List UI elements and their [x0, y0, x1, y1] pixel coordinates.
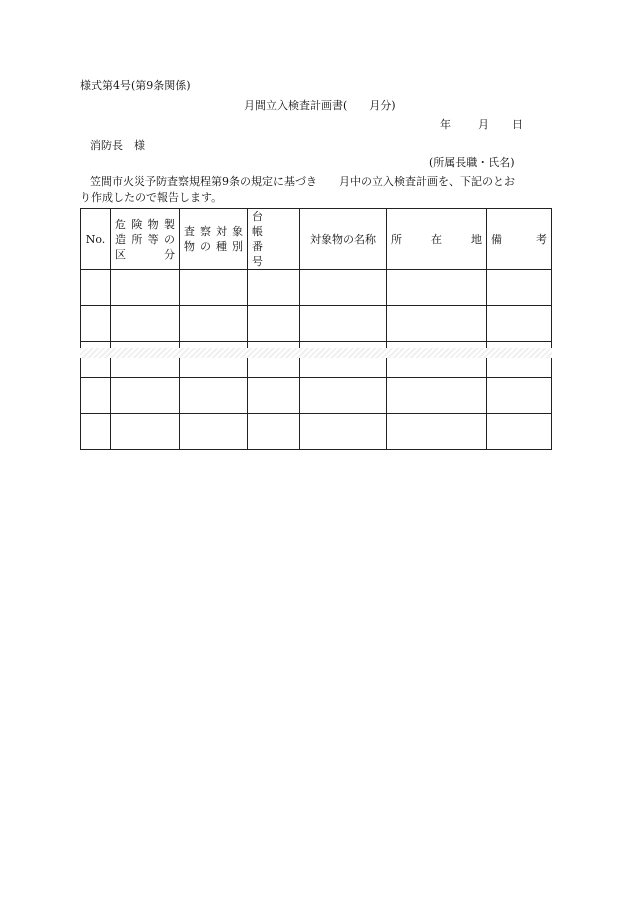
table-cell[interactable] [300, 378, 387, 414]
table-cell[interactable] [300, 414, 387, 450]
table-cell[interactable] [248, 378, 300, 414]
table-cell[interactable] [387, 414, 487, 450]
table-row [81, 414, 552, 450]
table-cell[interactable] [111, 414, 180, 450]
table-cell[interactable] [180, 414, 248, 450]
table-cell[interactable] [487, 378, 552, 414]
reporter-title: (所属長職・氏名) [429, 156, 515, 169]
addressee: 消防長 様 [90, 139, 145, 152]
table-cell[interactable] [180, 378, 248, 414]
table-cell[interactable] [487, 306, 552, 342]
inspection-plan-table [80, 208, 552, 450]
header-no: No. [81, 209, 111, 270]
table-cell[interactable] [387, 342, 487, 378]
table-cell[interactable] [81, 270, 111, 306]
header-target-type: 査察対象 物の種別 [180, 209, 248, 270]
form-number: 様式第4号(第9条関係) [80, 79, 191, 92]
header-remarks: 備 考 [487, 209, 552, 270]
table-cell[interactable] [111, 378, 180, 414]
header-target-name: 対象物の名称 [300, 209, 387, 270]
table-cell[interactable] [300, 306, 387, 342]
header-ledger-number: 台 帳 番 号 [248, 209, 300, 270]
table-continuation-break [80, 348, 552, 358]
table-cell[interactable] [248, 414, 300, 450]
table-row [81, 306, 552, 342]
body-text-line-1: 笠間市火災予防査察規程第9条の規定に基づき 月中の立入検査計画を、下記のとお [90, 175, 515, 188]
table-cell[interactable] [387, 270, 487, 306]
table-cell[interactable] [248, 270, 300, 306]
date-line [440, 119, 523, 130]
document-title: 月間立入検査計画書( 月分) [244, 99, 396, 112]
table-header-row [81, 209, 552, 270]
table-cell[interactable] [487, 414, 552, 450]
date-month: 月 [478, 118, 489, 131]
date-year: 年 [440, 118, 451, 131]
table-cell[interactable] [487, 270, 552, 306]
table-cell[interactable] [300, 270, 387, 306]
body-text-line-2: り作成したので報告します。 [80, 191, 223, 204]
date-day: 日 [512, 118, 523, 131]
table-cell[interactable] [81, 378, 111, 414]
table-cell[interactable] [387, 306, 487, 342]
table-cell[interactable] [111, 342, 180, 378]
table-cell[interactable] [248, 306, 300, 342]
header-category: 危険物製 造所等の 区 分 [111, 209, 180, 270]
table-cell[interactable] [81, 306, 111, 342]
table-row [81, 342, 552, 378]
table-cell[interactable] [81, 342, 111, 378]
table-cell[interactable] [180, 342, 248, 378]
table-cell[interactable] [180, 306, 248, 342]
table-cell[interactable] [111, 270, 180, 306]
header-location: 所 在 地 [387, 209, 487, 270]
table-cell[interactable] [111, 306, 180, 342]
table-cell[interactable] [248, 342, 300, 378]
table-cell[interactable] [487, 342, 552, 378]
table-row [81, 378, 552, 414]
table-cell[interactable] [300, 342, 387, 378]
table-cell[interactable] [180, 270, 248, 306]
table-cell[interactable] [81, 414, 111, 450]
table-row [81, 270, 552, 306]
table-cell[interactable] [387, 378, 487, 414]
